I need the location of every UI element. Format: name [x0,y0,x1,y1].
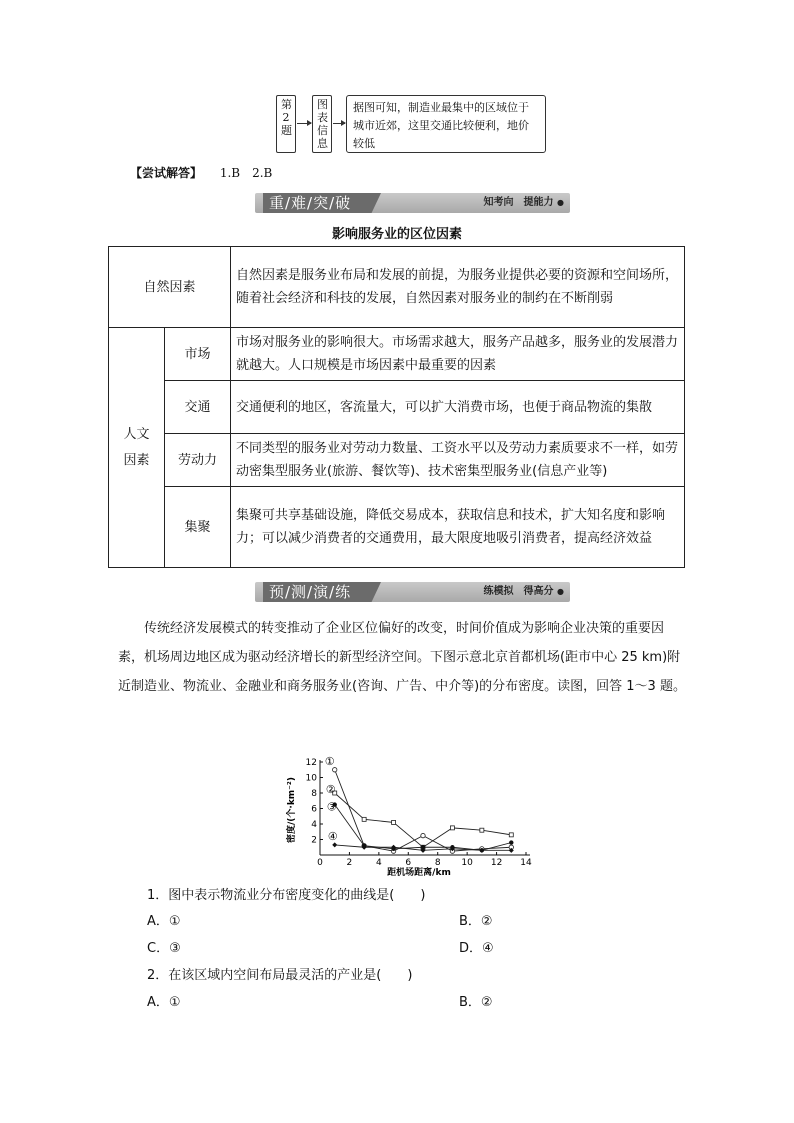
chart-x-tick-label: 12 [490,858,503,868]
natural-factor-label: 自然因素 [109,247,231,328]
factor-market-label: 市场 [165,328,231,381]
chart-y-tick-label: 10 [305,773,317,784]
question-1-option-b[interactable]: B．② [459,914,493,929]
flow-box-conclusion-text: 据图可知，制造业最集中的区域位于城市近郊，这里交通比较便利，地价较低 [353,101,529,150]
flow-box-question-text: 第2题 [281,98,292,137]
question-1-stem: 1．图中表示物流业分布密度变化的曲线是( ) [147,888,426,903]
chart-x-tick-label: 2 [346,858,353,868]
factor-transport-label: 交通 [165,381,231,434]
intro-paragraph: 传统经济发展模式的转变推动了企业区位偏好的改变，时间价值成为影响企业决策的重要因素，机场周边地区成为驱动经济增长的新型经济空间。下图示意北京首都机场(距市中心 25 km)附近制造业、物流业、金融业和商务服务业(咨询、广告、中介等)的分布密度。读图，回答 1～3 题。 [118,621,686,694]
chart-ylabel: 密度/(个·km⁻²) [287,777,297,843]
chart-xlabel: 距机场距离/km [387,868,451,878]
chart-point [480,828,484,832]
chart-series-label: ③ [326,800,337,814]
answer-label: 【尝试解答】 [130,166,203,180]
table-row [109,247,685,328]
chart-series-line [335,805,512,851]
service-location-factors-table [108,246,685,568]
chart-x-tick-label: 10 [461,858,473,868]
chart-point [362,817,366,821]
chart-y-tick-label: 4 [311,820,317,830]
chart-series-label: ② [325,783,336,796]
chart-point [333,768,337,772]
chart-point [450,826,454,830]
flow-box-question [276,95,296,153]
factor-market-text: 市场对服务业的影响很大。市场需求越大，服务产品越多，服务业的发展潜力就越大。人口规模是市场因素中最重要的因素 [231,328,685,381]
answer-value: 1.B 2.B [219,166,273,180]
human-factor-label: 人文因素 [109,328,165,568]
question-1-option-a[interactable]: A．① [147,914,181,929]
question-2-option-a[interactable]: A．① [147,995,181,1010]
flow-box-info [312,95,332,153]
chart-y-tick-label: 8 [311,789,317,799]
factor-agglomeration-text: 集聚可共享基础设施，降低交易成本，获取信息和技术，扩大知名度和影响力；可以减少消费者的交通费用，最大限度地吸引消费者，提高经济效益 [231,487,685,568]
table-row [109,328,685,381]
chart-x-tick-label: 14 [520,858,532,868]
chart-point [421,833,425,837]
density-line-chart [282,752,542,880]
natural-factor-text: 自然因素是服务业布局和发展的前提，为服务业提供必要的资源和空间场所，随着社会经济和科技的发展，自然因素对服务业的制约在不断削弱 [231,247,685,328]
question-1-option-d[interactable]: D．④ [459,941,494,956]
flow-arrow-1 [297,123,311,124]
chart-y-tick-label: 2 [311,835,317,846]
table-row [109,434,685,487]
answer-line [130,164,272,181]
chart-x-tick-label: 6 [405,858,412,868]
chart-x-tick-label: 0 [317,858,323,868]
table-title: 影响服务业的区位因素 [331,227,462,242]
table-row [109,381,685,434]
section-banner-key-points [255,193,570,213]
chart-point [392,820,396,824]
chart-point [509,840,513,844]
chart-series-line [335,770,512,851]
chart-series-label: ① [324,754,335,768]
flow-arrow-2 [333,123,345,124]
factor-transport-text: 交通便利的地区，客流量大，可以扩大消费市场，也便于商品物流的集散 [231,381,685,434]
question-1-option-c[interactable]: C．③ [147,941,181,956]
section-banner-practice [255,582,570,602]
factor-labor-label: 劳动力 [165,434,231,487]
chart-point [509,833,513,837]
chart-y-tick-label: 12 [305,758,317,768]
banner-subtitle: 知考向 提能力 ● [483,197,564,208]
flow-box-conclusion [346,95,546,153]
banner-title: 重/难/突/破 [269,194,352,212]
chart-x-tick-label: 4 [375,858,382,868]
question-2-stem: 2．在该区域内空间布局最灵活的产业是( ) [147,968,413,983]
chart-y-tick-label: 6 [311,804,317,815]
chart-x-tick-label: 8 [434,858,441,868]
factor-labor-text: 不同类型的服务业对劳动力数量、工资水平以及劳动力素质要求不一样，如劳动密集型服务业(旅游、餐饮等)、技术密集型服务业(信息产业等) [231,434,685,487]
chart-series-label: ④ [327,829,338,843]
factor-agglomeration-label: 集聚 [165,487,231,568]
banner-title: 预/测/演/练 [269,583,352,601]
flow-box-info-text: 图表信息 [317,98,328,150]
chart-point [332,842,337,847]
question-2-option-b[interactable]: B．② [459,995,493,1010]
banner-subtitle: 练模拟 得高分 ● [483,586,564,597]
table-row [109,487,685,568]
